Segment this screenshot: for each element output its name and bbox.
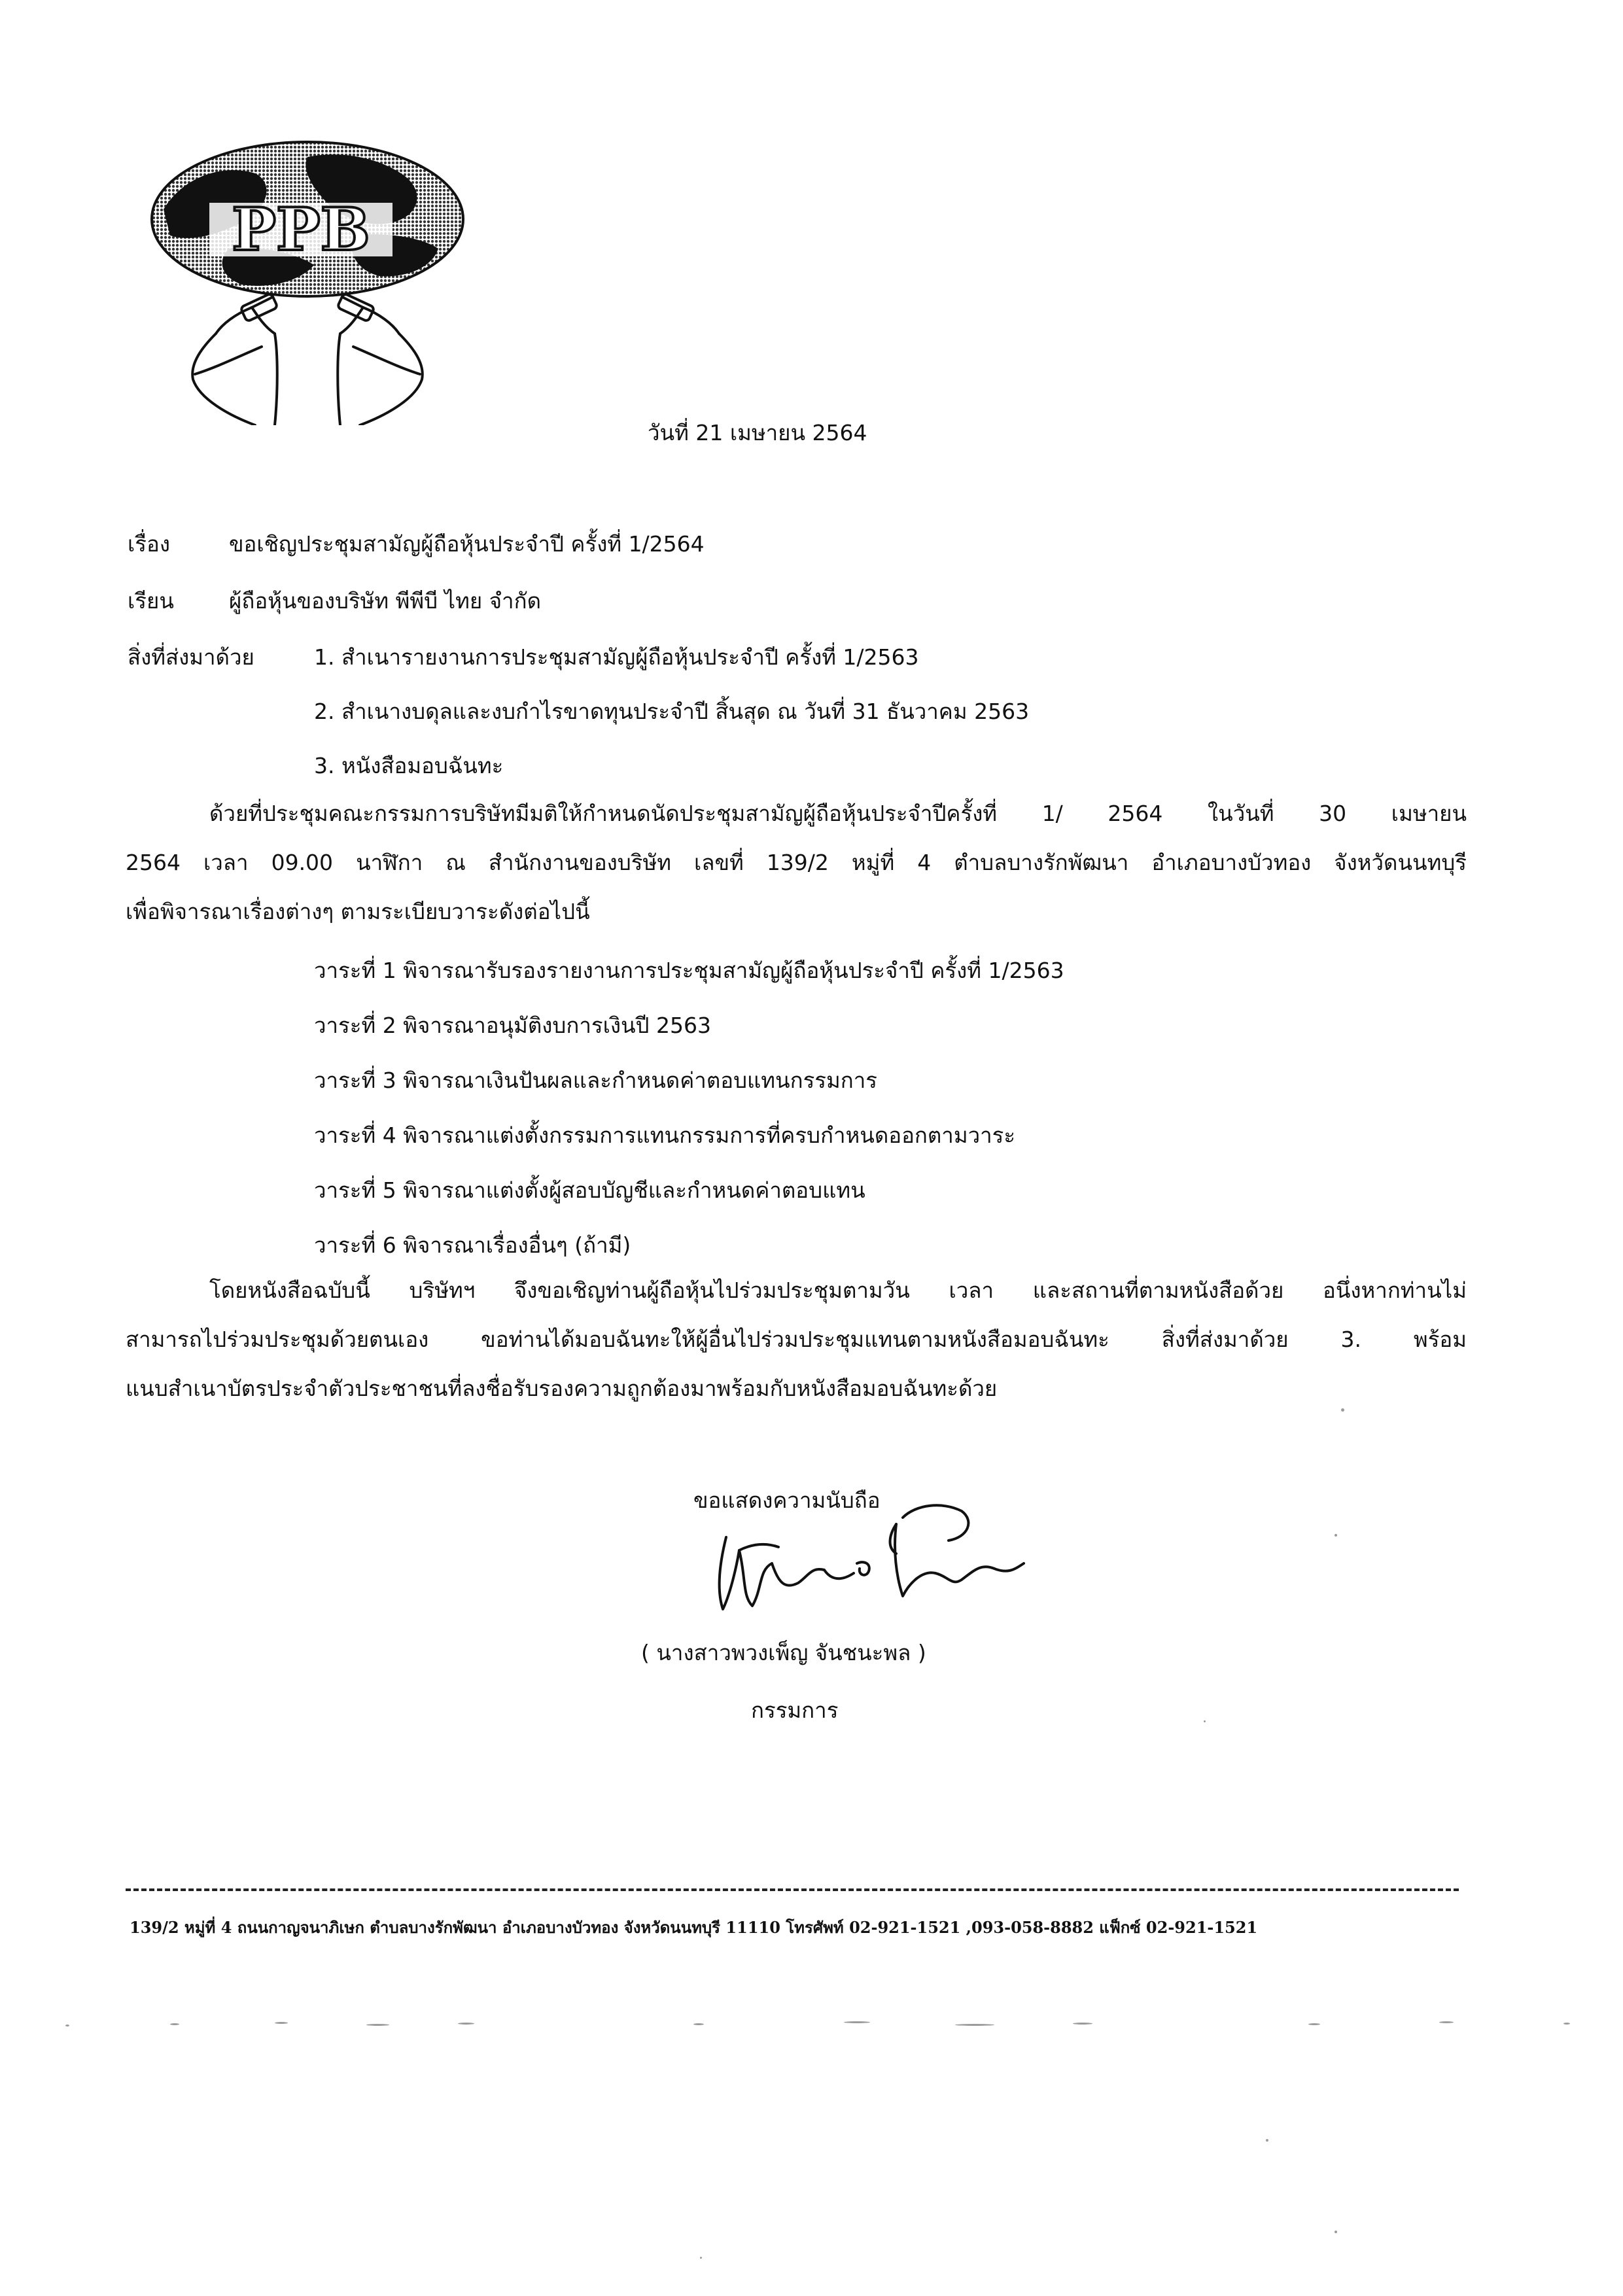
agenda-item: วาระที่ 3 พิจารณาเงินปันผลและกำหนดค่าตอบแทนกรรมการ	[314, 1068, 878, 1093]
enclosure-item: 3. หนังสือมอบฉันทะ	[314, 753, 504, 778]
body-paragraph-1-line: 2564 เวลา 09.00 นาฬิกา ณ สำนักงานของบริษัท เลขที่ 139/2 หมู่ที่ 4 ตำบลบางรักพัฒนา อำเภอบางบัวทอง จังหวัดนนทบุรี	[126, 850, 1467, 875]
handwritten-signature	[700, 1498, 1040, 1629]
agenda-item: วาระที่ 6 พิจารณาเรื่องอื่นๆ (ถ้ามี)	[314, 1232, 631, 1258]
letter-date: วันที่ 21 เมษายน 2564	[648, 420, 867, 445]
agenda-item: วาระที่ 1 พิจารณารับรองรายงานการประชุมสามัญผู้ถือหุ้นประจำปี ครั้งที่ 1/2563	[314, 958, 1064, 983]
logo-text: PPB	[232, 195, 370, 264]
body-paragraph-2-line: โดยหนังสือฉบับนี้ บริษัทฯ จึงขอเชิญท่านผู้ถือหุ้นไปร่วมประชุมตามวัน เวลา และสถานที่ตามหนังสือด้วย อนึ่งหากท่านไม่	[209, 1278, 1467, 1303]
footer-divider	[126, 1888, 1459, 1891]
company-logo	[144, 137, 471, 425]
agenda-item: วาระที่ 4 พิจารณาแต่งตั้งกรรมการแทนกรรมการที่ครบกำหนดออกตามวาระ	[314, 1122, 1016, 1148]
recipient-label: เรียน	[128, 588, 174, 614]
enclosure-item: 2. สำเนางบดุลและงบกำไรขาดทุนประจำปี สิ้นสุด ณ วันที่ 31 ธันวาคม 2563	[314, 699, 1030, 724]
enclosure-item: 1. สำเนารายงานการประชุมสามัญผู้ถือหุ้นประจำปี ครั้งที่ 1/2563	[314, 644, 919, 670]
subject-text: ขอเชิญประชุมสามัญผู้ถือหุ้นประจำปี ครั้งที่ 1/2564	[229, 531, 705, 557]
enclosures-label: สิ่งที่ส่งมาด้วย	[128, 644, 254, 670]
signature-graphic	[700, 1498, 1040, 1629]
closing-salutation: ขอแสดงความนับถือ	[693, 1487, 881, 1513]
signatory-name: ( นางสาวพวงเพ็ญ จันชนะพล )	[641, 1640, 926, 1665]
footer-address: 139/2 หมู่ที่ 4 ถนนกาญจนาภิเษก ตำบลบางรักพัฒนา อำเภอบางบัวทอง จังหวัดนนทบุรี 11110 โทรศัพท์ 02-921-1521 ,093-058-8882 แฟ็กซ์ 02-921-1521	[130, 1918, 1258, 1937]
body-paragraph-2-line: สามารถไปร่วมประชุมด้วยตนเอง ขอท่านได้มอบฉันทะให้ผู้อื่นไปร่วมประชุมแทนตามหนังสือมอบฉันทะ สิ่งที่ส่งมาด้วย 3. พร้อม	[126, 1327, 1467, 1352]
logo-globe-hands-graphic	[144, 137, 471, 425]
subject-label: เรื่อง	[128, 531, 170, 557]
body-paragraph-1-line: เพื่อพิจารณาเรื่องต่างๆ ตามระเบียบวาระดังต่อไปนี้	[126, 899, 590, 924]
body-paragraph-2-line: แนบสำเนาบัตรประจำตัวประชาชนที่ลงชื่อรับรองความถูกต้องมาพร้อมกับหนังสือมอบฉันทะด้วย	[126, 1376, 998, 1401]
body-paragraph-1-line: ด้วยที่ประชุมคณะกรรมการบริษัทมีมติให้กำหนดนัดประชุมสามัญผู้ถือหุ้นประจำปีครั้งที่ 1/ 2564 ในวันที่ 30 เมษายน	[209, 801, 1467, 826]
signatory-position: กรรมการ	[751, 1697, 839, 1723]
agenda-item: วาระที่ 5 พิจารณาแต่งตั้งผู้สอบบัญชีและกำหนดค่าตอบแทน	[314, 1177, 865, 1203]
recipient-text: ผู้ถือหุ้นของบริษัท พีพีบี ไทย จำกัด	[229, 588, 542, 614]
agenda-item: วาระที่ 2 พิจารณาอนุมัติงบการเงินปี 2563	[314, 1013, 711, 1038]
